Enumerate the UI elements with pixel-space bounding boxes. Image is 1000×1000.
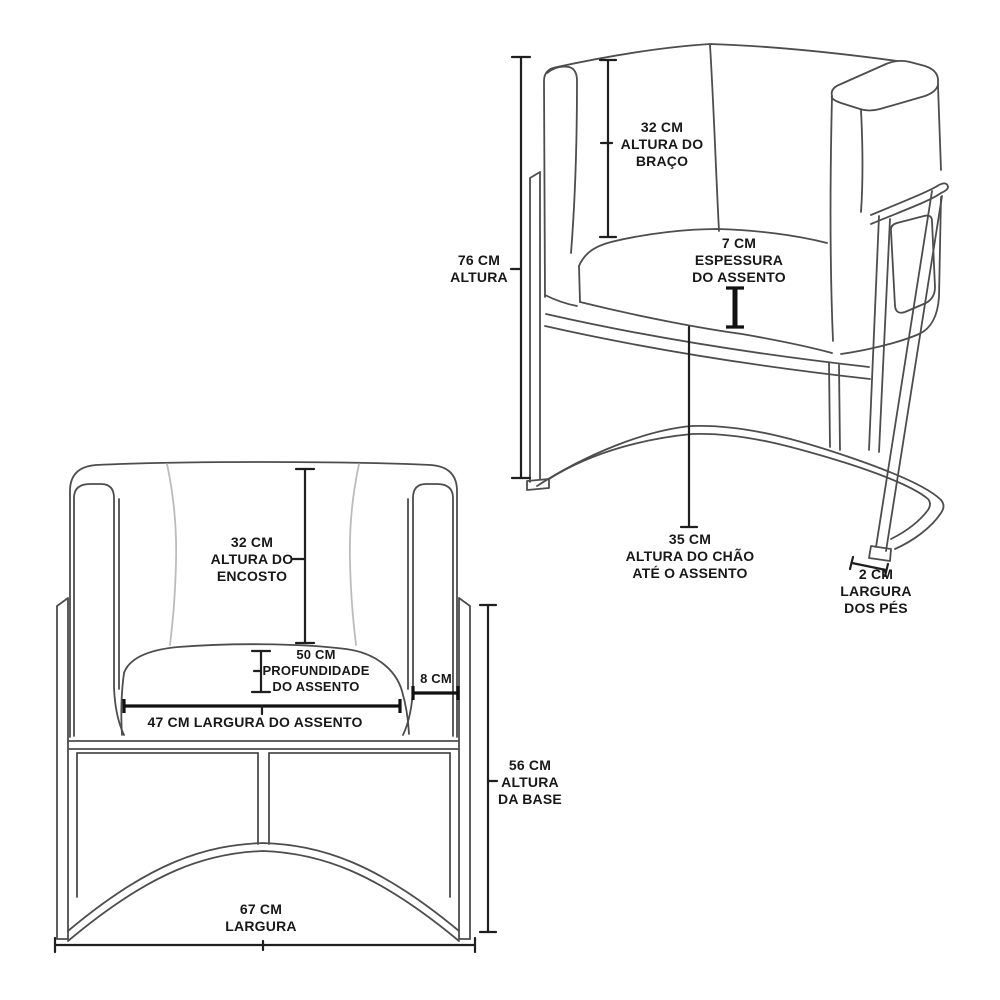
label-base-height-value: 56 CM [508,757,552,773]
label-feet-width-value: 2 CM [858,566,894,582]
label-width-value: 67 CM [239,901,283,917]
label-seat-width-value: 47 CM LARGURA DO ASSENTO [147,714,363,730]
label-arm-width [396,671,476,687]
label-arm-width-value: 8 CM [420,671,452,686]
label-backrest-height-value: 32 CM [230,534,274,550]
label-floor-to-seat-value: 35 CM [668,531,712,547]
label-height-value: 76 CM [457,252,501,268]
label-seat-depth: 50 CM PROFUNDIDADE DO ASSENTO [236,647,396,695]
label-seat-depth-value: 50 CM [296,647,336,662]
label-arm-height: 32 CM ALTURA DO BRAÇO [582,119,742,170]
label-backrest-height: 32 CM ALTURA DO ENCOSTO [172,534,332,585]
label-floor-to-seat: 35 CM ALTURA DO CHÃO ATÉ O ASSENTO [600,531,780,582]
label-feet-width: 2 CM LARGURA DOS PÉS [816,566,936,617]
label-seat-width [95,714,415,731]
label-height: 76 CM ALTURA [419,252,539,286]
label-width: 67 CM LARGURA [201,901,321,935]
label-arm-height-value: 32 CM [640,119,684,135]
label-base-height: 56 CM ALTURA DA BASE [470,757,590,808]
label-seat-thickness: 7 CM ESPESSURA DO ASSENTO [659,235,819,286]
label-seat-thickness-value: 7 CM [721,235,757,251]
